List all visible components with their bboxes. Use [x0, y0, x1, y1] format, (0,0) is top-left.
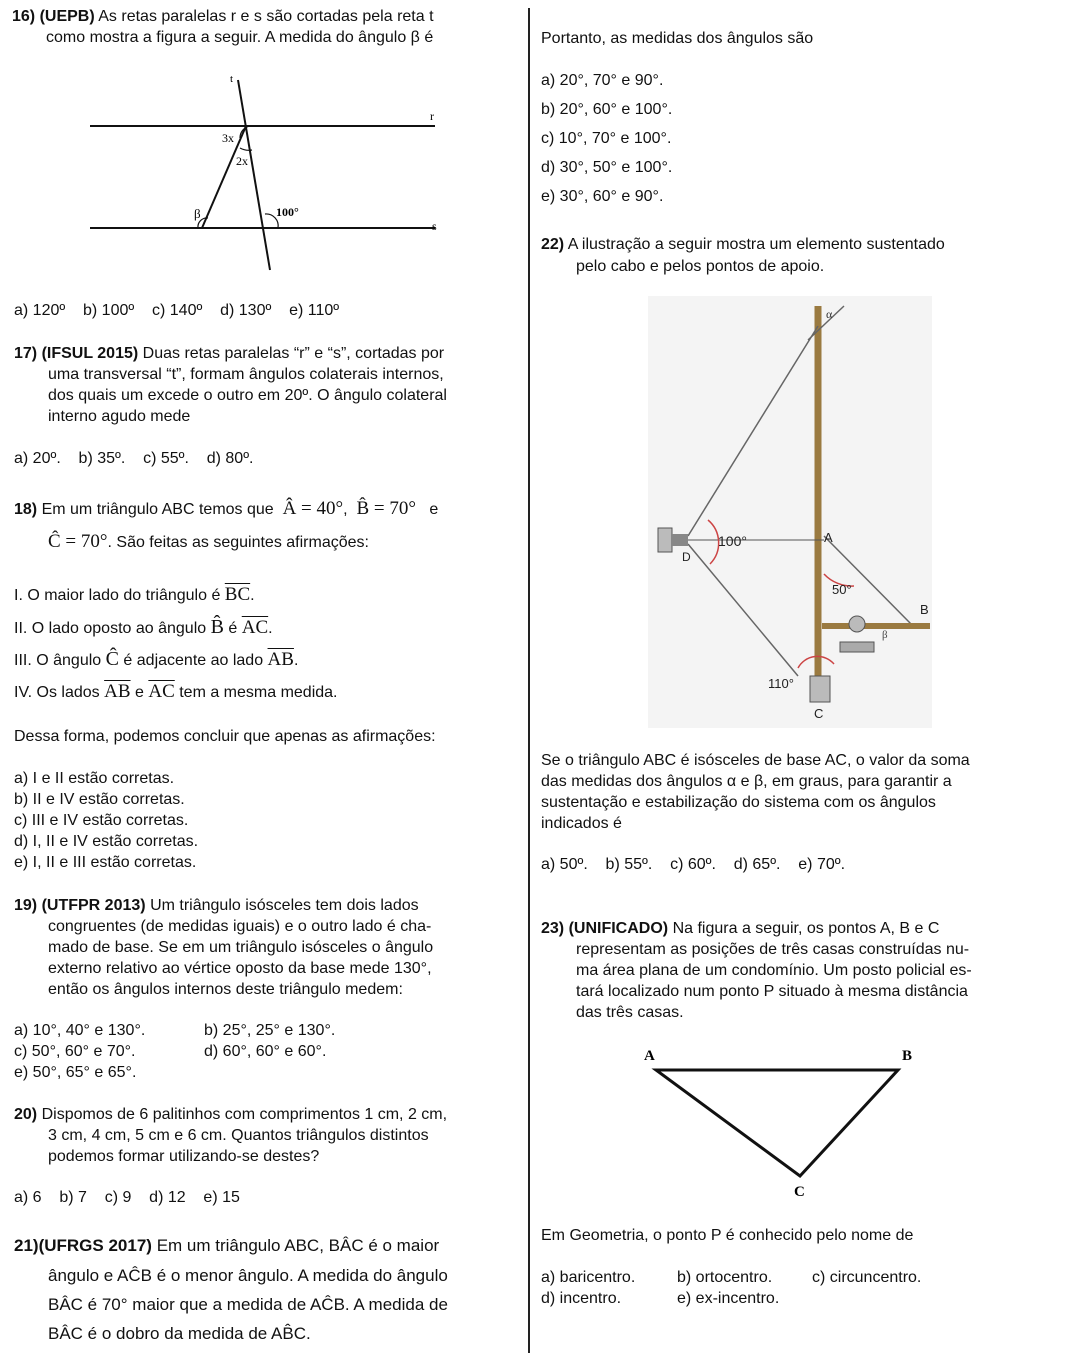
q22-option-c[interactable]: c) 60º. [670, 856, 716, 873]
q20-option-e[interactable]: e) 15 [203, 1189, 240, 1206]
q23-text-3: ma área plana de um condomínio. Um posto policial es- [576, 962, 972, 979]
q20-line1 [14, 1106, 447, 1124]
q18-statement-1: I. O maior lado do triângulo é $\overline{BC}$. [14, 584, 255, 605]
q16-option-d[interactable]: d) 130º [220, 302, 272, 319]
q19-line1 [14, 897, 419, 915]
q17-text-1: Duas retas paralelas “r” e “s”, cortadas por [142, 345, 445, 362]
pulley [849, 616, 865, 632]
q19-option-c[interactable]: c) 50°, 60° e 70°. [14, 1043, 136, 1060]
q17-line1 [14, 345, 444, 363]
q20-text-1: Dispomos de 6 palitinhos com comprimentos 1 cm, 2 cm, [41, 1106, 448, 1123]
label-2x: 2x [236, 154, 248, 168]
q16-line1 [12, 8, 434, 26]
q18-s2-seg: $\overline{AC}$ [241, 617, 269, 638]
label-beta: β [882, 629, 888, 641]
q18-s3-text: III. O ângulo [14, 652, 102, 669]
label-t: t [230, 73, 234, 85]
q17-option-b[interactable]: b) 35º. [78, 450, 126, 467]
q19-option-e[interactable]: e) 50°, 65° e 65°. [14, 1064, 137, 1081]
q16-text-1: As retas paralelas r e s são cortadas pela reta t [98, 8, 434, 25]
q18-s4-suffix: tem a mesma medida. [179, 684, 338, 701]
q17-text-2: uma transversal “t”, formam ângulos colaterais internos, [48, 366, 444, 383]
q19-text-1: Um triângulo isósceles tem dois lados [150, 897, 419, 914]
q23-number: 23) [541, 920, 565, 937]
q18-angle-c: Ĉ = 70° [48, 531, 108, 552]
q22-options [541, 856, 845, 874]
label-b: B [902, 1048, 913, 1064]
q18-s2-angle: B̂ [210, 616, 224, 638]
q23-option-a[interactable]: a) baricentro. [541, 1269, 636, 1286]
label-3x: 3x [222, 131, 234, 145]
anchor-bracket [672, 534, 688, 546]
q20-text-2: 3 cm, 4 cm, 5 cm e 6 cm. Quantos triângulos distintos [48, 1127, 429, 1144]
q23-line1 [541, 920, 939, 938]
q21-option-b[interactable]: b) 20°, 60° e 100°. [541, 101, 673, 118]
q19-text-5: então os ângulos internos deste triângulo medem: [48, 981, 403, 998]
q16-text-2: como mostra a figura a seguir. A medida do ângulo β é [46, 29, 434, 46]
q23-option-e[interactable]: e) ex-incentro. [677, 1290, 780, 1307]
q18-s2-text: II. O lado oposto ao ângulo [14, 620, 207, 637]
q18-s1-text: I. O maior lado do triângulo é [14, 587, 221, 604]
q21-option-d[interactable]: d) 30°, 50° e 100°. [541, 159, 673, 176]
q17-option-a[interactable]: a) 20º. [14, 450, 61, 467]
figure-background [648, 296, 932, 728]
q22-option-a[interactable]: a) 50º. [541, 856, 588, 873]
q18-statement-2: II. O lado oposto ao ângulo B̂ é $\overline{AC}$. [14, 616, 273, 638]
q17-number: 17) [14, 345, 38, 362]
q20-options [14, 1189, 240, 1207]
wall-anchor-d [658, 528, 672, 552]
q22-number: 22) [541, 236, 565, 253]
label-100: 100° [718, 533, 747, 549]
q18-line2 [48, 531, 369, 553]
q22-line1 [541, 236, 945, 254]
q17-text-3: dos quais um excede o outro em 20º. O ângulo colateral [48, 387, 447, 404]
label-110: 110° [768, 676, 794, 691]
q23-text-5: das três casas. [576, 1004, 684, 1021]
q22-body-1: Se o triângulo ABC é isósceles de base AC, o valor da soma [541, 752, 970, 769]
base-support-c [810, 676, 830, 702]
q18-option-b[interactable]: b) II e IV estão corretas. [14, 791, 185, 808]
label-50: 50° [832, 582, 852, 597]
q19-text-3: mado de base. Se em um triângulo isósceles o ângulo [48, 939, 434, 956]
q18-text-e: e [429, 501, 439, 518]
q18-s4-seg2: $\overline{AC}$ [148, 681, 175, 702]
q18-line1: 18) Em um triângulo ABC temos que Â = 40°, B̂ = 70° e [14, 498, 439, 519]
line-t-right [238, 80, 270, 270]
q18-s3-angle: Ĉ [105, 648, 119, 670]
triangle-abc [656, 1070, 898, 1176]
q19-option-a[interactable]: a) 10°, 40° e 130°. [14, 1022, 146, 1039]
q16-option-c[interactable]: c) 140º [152, 302, 203, 319]
q17-option-c[interactable]: c) 55º. [143, 450, 189, 467]
column-divider [528, 8, 530, 1353]
q16-option-b[interactable]: b) 100º [83, 302, 135, 319]
q23-option-c[interactable]: c) circuncentro. [812, 1269, 922, 1286]
q16-option-a[interactable]: a) 120º [14, 302, 66, 319]
q21-number: 21) [14, 1236, 39, 1255]
label-r: r [430, 109, 434, 123]
label-100: 100° [276, 205, 299, 219]
q22-text-2: pelo cabo e pelos pontos de apoio. [576, 258, 825, 275]
q20-text-3: podemos formar utilizando-se destes? [48, 1148, 320, 1165]
q17-options [14, 450, 254, 468]
q18-statement-3: III. O ângulo Ĉ é adjacente ao lado $\overline{AB}$. [14, 648, 299, 670]
q21-line1 [14, 1236, 439, 1256]
label-a: A [644, 1048, 655, 1064]
q21-text-3: BÂC é 70° maior que a medida de AĈB. A medida de [48, 1295, 448, 1314]
q20-option-a[interactable]: a) 6 [14, 1189, 42, 1206]
q19-source: (UTFPR 2013) [41, 897, 146, 914]
q16-option-e[interactable]: e) 110º [289, 302, 340, 319]
q18-text-2: . São feitas as seguintes afirmações: [107, 534, 369, 551]
q16-options [14, 302, 339, 320]
q22-option-e[interactable]: e) 70º. [798, 856, 846, 873]
q23-source: (UNIFICADO) [568, 920, 669, 937]
q18-s2-mid: é [228, 620, 238, 637]
q18-conclusion: Dessa forma, podemos concluir que apenas as afirmações: [14, 728, 436, 745]
q23-option-d[interactable]: d) incentro. [541, 1290, 622, 1307]
q21-text-4: BÂC é o dobro da medida de AB̂C. [48, 1324, 311, 1343]
q20-number: 20) [14, 1106, 38, 1123]
q16-number: 16) [12, 8, 36, 25]
q18-s1-seg: $\overline{BC}$ [224, 584, 251, 605]
q18-angle-a: Â = 40° [282, 498, 344, 519]
q23-text-4: tará localizado num ponto P situado à mesma distância [576, 983, 968, 1000]
q23-figure [630, 1036, 930, 1206]
q22-body-2: das medidas dos ângulos α e β, em graus, para garantir a [541, 773, 952, 790]
q19-text-2: congruentes (de medidas iguais) e o outro lado é cha- [48, 918, 432, 935]
q17-text-4: interno agudo mede [48, 408, 191, 425]
q19-option-b[interactable]: b) 25°, 25° e 130°. [204, 1022, 336, 1039]
q18-s3-mid: é adjacente ao lado [123, 652, 264, 669]
label-alpha: α [826, 307, 833, 321]
q18-option-e[interactable]: e) I, II e III estão corretas. [14, 854, 197, 871]
q21-option-c[interactable]: c) 10°, 70° e 100°. [541, 130, 672, 147]
label-d: D [682, 550, 691, 564]
q18-angle-b: B̂ = 70° [356, 498, 416, 519]
q20-option-b[interactable]: b) 7 [59, 1189, 87, 1206]
q21-option-e[interactable]: e) 30°, 60° e 90°. [541, 188, 664, 205]
q23-text-2: representam as posições de três casas construídas nu- [576, 941, 970, 958]
q22-text-1: A ilustração a seguir mostra um elemento sustentado [567, 236, 945, 253]
q22-body-3: sustentação e estabilização do sistema com os ângulos [541, 794, 936, 811]
q22-option-d[interactable]: d) 65º. [733, 856, 781, 873]
label-beta: β [194, 206, 201, 221]
q23-text-1: Na figura a seguir, os pontos A, B e C [672, 920, 940, 937]
q21-text-1: Em um triângulo ABC, BÂC é o maior [156, 1236, 440, 1255]
q17-source: (IFSUL 2015) [41, 345, 139, 362]
q21-continuation: Portanto, as medidas dos ângulos são [541, 30, 814, 47]
q18-option-a[interactable]: a) I e II estão corretas. [14, 770, 175, 787]
q18-text-1: Em um triângulo ABC temos que [41, 501, 274, 518]
label-b: B [920, 602, 929, 617]
q18-s4-mid: e [135, 684, 144, 701]
q21-option-a[interactable]: a) 20°, 70° e 90°. [541, 72, 664, 89]
q22-option-b[interactable]: b) 55º. [605, 856, 653, 873]
q19-text-4: externo relativo ao vértice oposto da base mede 130°, [48, 960, 432, 977]
label-s: s [432, 219, 437, 233]
q16-figure [80, 70, 460, 280]
q17-option-d[interactable]: d) 80º. [206, 450, 254, 467]
q18-option-c[interactable]: c) III e IV estão corretas. [14, 812, 189, 829]
q18-option-d[interactable]: d) I, II e IV estão corretas. [14, 833, 199, 850]
q18-s4-seg1: $\overline{AB}$ [104, 681, 131, 702]
q19-number: 19) [14, 897, 38, 914]
q21-text-2: ângulo e AĈB é o menor ângulo. A medida do ângulo [48, 1266, 448, 1285]
label-c: C [794, 1184, 805, 1200]
support-block [840, 642, 874, 652]
q23-option-b[interactable]: b) ortocentro. [677, 1269, 773, 1286]
q22-body-4: indicados é [541, 815, 622, 832]
q20-option-d[interactable]: d) 12 [149, 1189, 186, 1206]
label-a: A [824, 530, 833, 545]
q20-option-c[interactable]: c) 9 [104, 1189, 132, 1206]
q19-option-d[interactable]: d) 60°, 60° e 60°. [204, 1043, 327, 1060]
q18-s4-text: IV. Os lados [14, 684, 100, 701]
q21-source: (UFRGS 2017) [38, 1236, 152, 1255]
q22-figure [648, 296, 932, 728]
q18-number: 18) [14, 501, 38, 518]
label-c: C [814, 706, 824, 721]
q16-source: (UEPB) [39, 8, 95, 25]
q18-statement-4 [14, 681, 338, 703]
q23-question: Em Geometria, o ponto P é conhecido pelo nome de [541, 1227, 914, 1244]
q18-s3-seg: $\overline{AB}$ [267, 649, 294, 670]
